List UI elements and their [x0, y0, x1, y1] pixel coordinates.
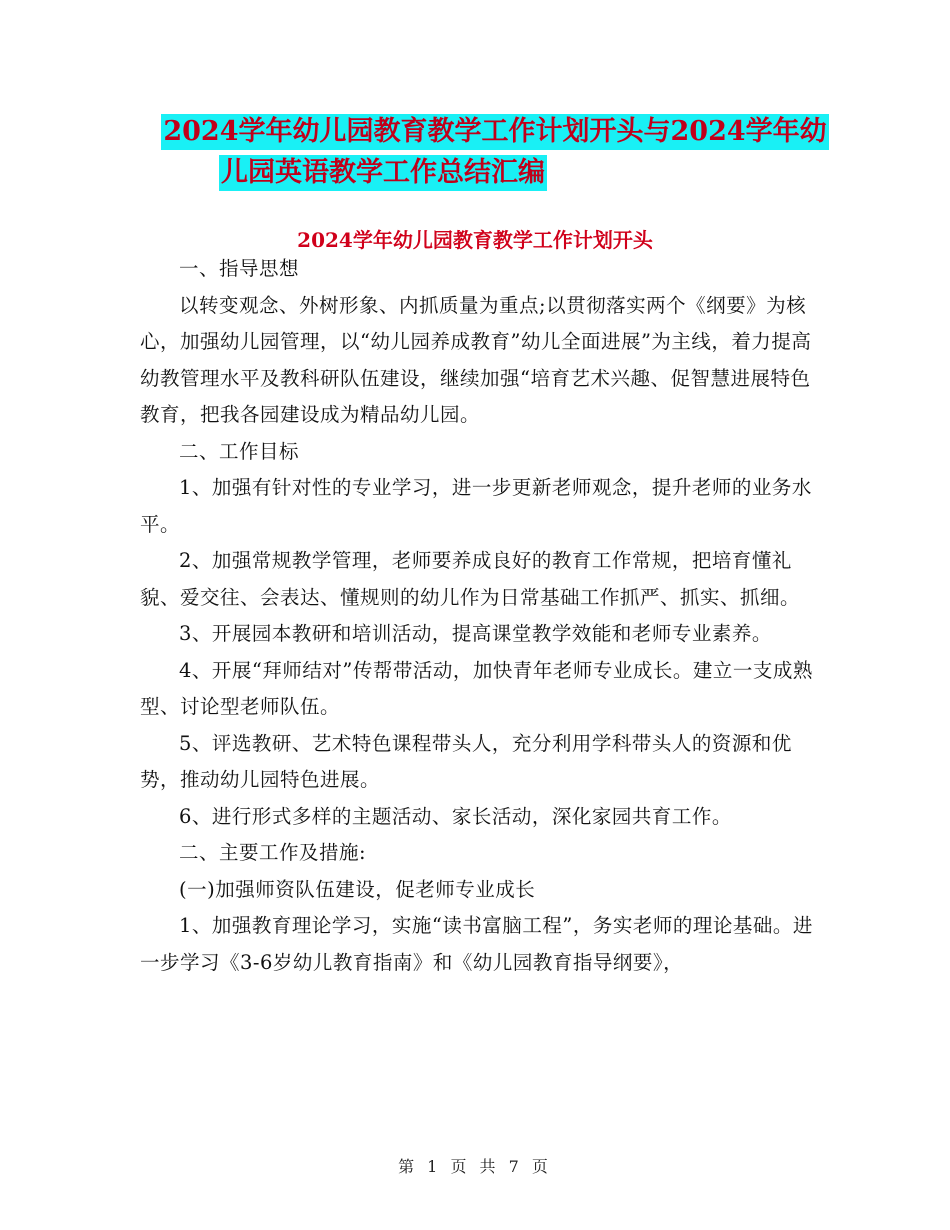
- document-title-line-1: 2024学年幼儿园教育教学工作计划开头与2024学年幼: [161, 114, 828, 150]
- measure-item-1: 1、加强教育理论学习，实施“读书富脑工程”，务实老师的理论基础。进一步学习《3-6岁幼儿教育指南》和《幼儿园教育指导纲要》，: [140, 914, 813, 974]
- goal-item-6: 6、进行形式多样的主题活动、家长活动，深化家园共育工作。: [179, 804, 732, 828]
- goal-item-3: 3、开展园本教研和培训活动，提高课堂教学效能和老师专业素养。: [179, 622, 772, 645]
- goal-item-1: 1、加强有针对性的专业学习，进一步更新老师观念，提升老师的业务水平。: [140, 476, 812, 536]
- goal-item-2: 2、加强常规教学管理，老师要养成良好的教育工作常规，把培育懂礼貌、爱交往、会表达、懂规则的幼儿作为日常基础工作抓严、抓实、抓细。: [140, 549, 801, 609]
- document-title-line-2: 儿园英语教学工作总结汇编: [219, 155, 547, 191]
- heading-guiding-ideology: 一、指导思想: [179, 257, 300, 280]
- document-title-line-1-wrap: [20, 114, 950, 150]
- section-title: 2024学年幼儿园教育教学工作计划开头: [297, 228, 653, 252]
- document-body: [140, 251, 820, 981]
- goal-item-4: 4、开展“拜师结对”传帮带活动，加快青年老师专业成长。建立一支成熟型、讨论型老师队伍。: [140, 658, 813, 718]
- subheading-teacher-team: (一)加强师资队伍建设，促老师专业成长: [179, 877, 536, 901]
- heading-work-goals: 二、工作目标: [179, 439, 300, 463]
- goal-item-5: 5、评选教研、艺术特色课程带头人，充分利用学科带头人的资源和优势，推动幼儿园特色进展。: [140, 731, 792, 791]
- document-title-line-2-wrap: [0, 155, 858, 191]
- page-footer: 第 1 页 共 7 页: [398, 1157, 552, 1176]
- heading-main-work: 二、主要工作及措施:: [179, 841, 367, 864]
- paragraph-guiding-ideology: 以转变观念、外树形象、内抓质量为重点;以贯彻落实两个《纲要》为核心，加强幼儿园管理，以“幼儿园养成教育”幼儿全面进展”为主线，着力提高幼教管理水平及教科研队伍建设，继续加强“培育艺术兴趣、促智慧进展特色教育，把我各园建设成为精品幼儿园。: [140, 293, 812, 426]
